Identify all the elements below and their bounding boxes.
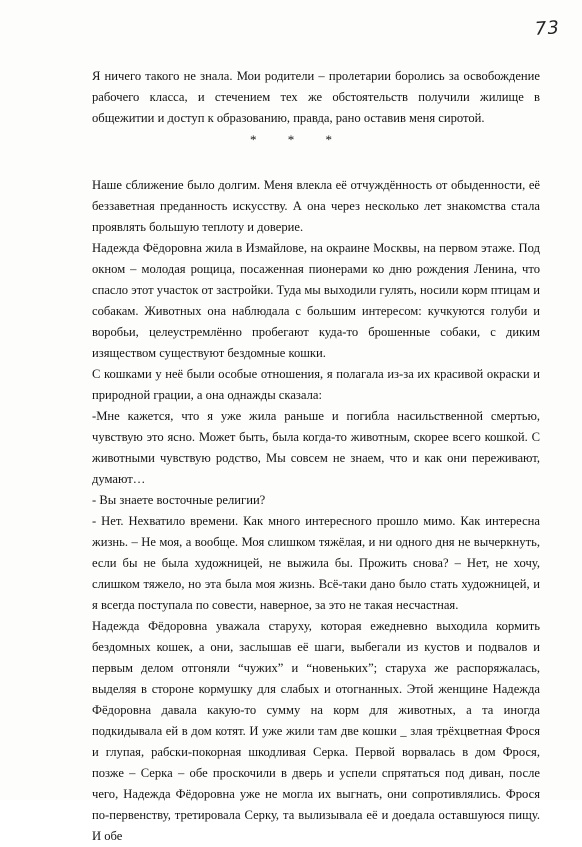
paragraph: Наше сближение было долгим. Меня влекла её отчуждённость от обыденности, её беззаветная преданность искусству. А она через несколько лет знакомства стала проявлять большую теплоту и доверие. — [92, 178, 540, 234]
paragraph: Надежда Фёдоровна уважала старуху, которая ежедневно выходила кормить бездомных кошек, а они, заслышав её шаги, выбегали из кустов и подвалов и первым делом отгоняли “чужих” и “новеньких”; старуха же распоряжалась, выделяя в стороне кормушку для слабых и отогнанных. Этой женщине Надежда Фёдоровна давала какую-то сумму на корм для животных, а та иногда подкидывала ей в дом котят. И уже жили там две кошки _ злая трёхцветная Фрося и глупая, рабски-покорная шкодливая Серка. Первой ворвалась в дом Фрося, позже – Серка – обе проскочили в дверь и успели спрятаться под диван, после чего, Надежда Фёдоровна уже не могла их выгнать, они сопротивлялись. Фрося по-первенству, третировала Серку, та вылизывала её и доедала оставшуюся пищу. И обе — [92, 619, 540, 843]
paragraph: -Мне кажется, что я уже жила раньше и погибла насильственной смертью, чувствую это ясно. Может быть, была когда-то животным, скорее всего кошкой. С животными чувствую родство, Мы совсем не знаем, что и как они переживают, думают… — [92, 409, 540, 486]
section-separator: * * * — [250, 132, 346, 147]
intro-text-block — [92, 66, 540, 129]
main-text-block — [92, 175, 540, 847]
paragraph: - Нет. Нехватило времени. Как много интересного прошло мимо. Как интересна жизнь. – Не моя, а вообще. Моя слишком тяжёлая, и ни одного дня не вычеркнуть, если бы не была художницей, не выжила бы. Прожить снова? – Нет, не хочу, слишком тяжело, но эта была моя жизнь. Всё-таки дано было стать художницей, и я всегда поступала по совести, наверное, за это не такая несчастная. — [92, 514, 540, 612]
page-number: 73 — [534, 17, 561, 40]
paragraph: С кошками у неё были особые отношения, я полагала из-за их красивой окраски и природной грации, а она однажды сказала: — [92, 367, 540, 402]
paragraph: Надежда Фёдоровна жила в Измайлове, на окраине Москвы, на первом этаже. Под окном – молодая рощица, посаженная пионерами ко дню рождения Ленина, что спасло этот участок от застройки. Туда мы выходили гулять, носили корм птицам и собакам. Животных она наблюдала с большим интересом: кучкуются голуби и воробьи, целеустремлённо пробегают куда-то брошенные собаки, с диким изяществом существуют бездомные кошки. — [92, 241, 540, 360]
paragraph: - Вы знаете восточные религии? — [92, 493, 266, 507]
intro-paragraph: Я ничего такого не знала. Мои родители – пролетарии боролись за освобождение рабочего класса, и стечением тех же обстоятельств получили жилище в общежитии и доступ к образованию, правда, рано оставив меня сиротой. — [92, 69, 540, 125]
